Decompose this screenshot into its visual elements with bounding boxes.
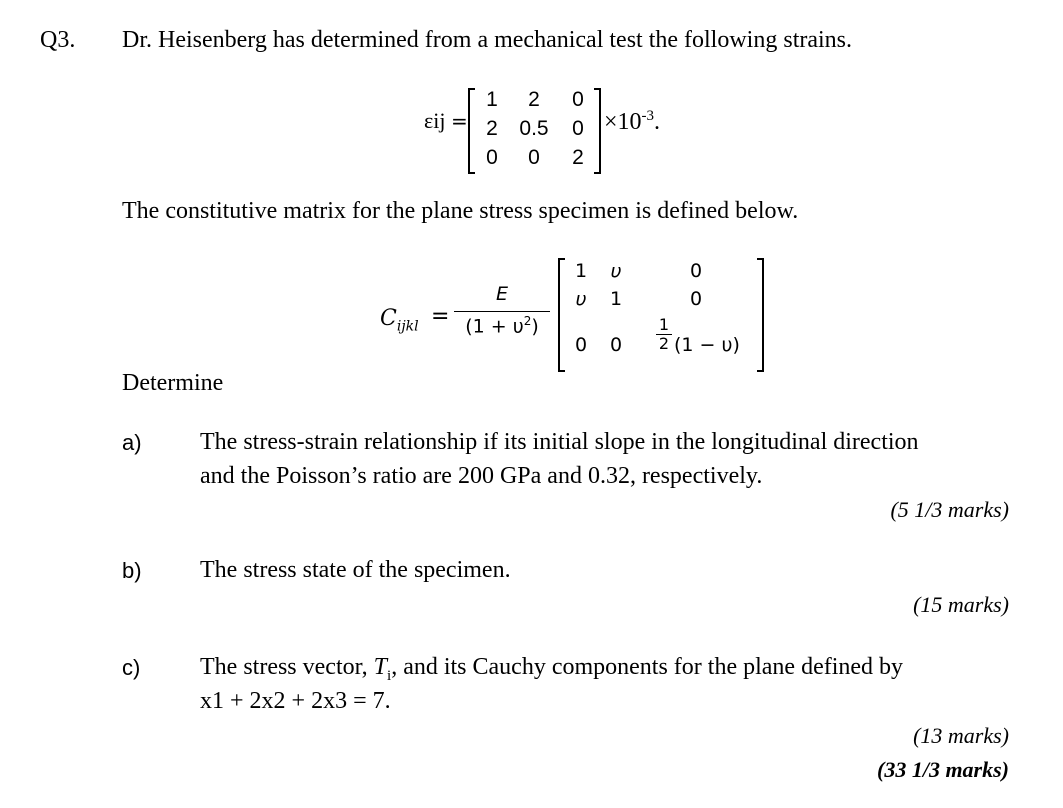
constitutive-lhs: $C_{ijkl}$ [380,306,419,335]
strain-matrix [468,88,601,174]
strain-cell: 0 [528,146,540,169]
part-c-text-line2: x1 + 2x2 + 2x3 = 7. [200,688,391,714]
question-intro: Dr. Heisenberg has determined from a mechanical test the following strains. [122,27,853,53]
half-fraction: 1 2 [656,316,672,353]
strain-cell: 2 [572,146,584,169]
strain-cell: 1 [486,88,498,111]
part-a-text-line1: The stress-strain relationship if its initial slope in the longitudinal direction [200,429,919,455]
strain-symbol: εij = [424,108,468,133]
strain-cell: 2 [528,88,540,111]
constitutive-cell: 1 [609,288,623,310]
part-b-marks: (15 marks) [913,592,1009,617]
part-b-text: The stress state of the specimen. [200,557,511,583]
fraction-numerator: E [495,283,508,305]
part-a-marks: (5 1/3 marks) [890,497,1009,522]
constitutive-cell: 0 [609,334,623,356]
part-b-label: b) [122,558,142,583]
question-number: Q3. [40,27,76,53]
strain-cell: 0 [572,88,584,111]
constitutive-cell: 0 [689,260,703,282]
constitutive-cell: υ [610,260,622,282]
fraction-denominator: $(1 + \upsilon^2)$ [465,314,539,338]
part-c-text-line1: The stress vector, $T_i$, and its Cauchy components for the plane defined by [200,654,904,684]
constitutive-equals: = [431,304,450,329]
constitutive-cell: 1 [574,260,588,282]
part-a-label: a) [122,430,142,455]
constitutive-cell: 0 [574,334,588,356]
strain-cell: 0 [486,146,498,169]
strain-cell: 2 [486,117,498,140]
constitutive-cell: υ [575,288,587,310]
determine-heading: Determine [122,370,224,396]
part-c-marks: (13 marks) [913,723,1009,748]
part-c-label: c) [122,655,141,680]
strain-factor: $\times 10^{-3}$. [604,108,661,135]
constitutive-last-term: (1 − υ) [674,334,740,356]
constitutive-cell: 0 [689,288,703,310]
total-marks: (33 1/3 marks) [877,757,1009,782]
constitutive-text: The constitutive matrix for the plane stress specimen is defined below. [122,198,799,224]
constitutive-matrix [558,258,764,372]
constitutive-fraction [454,283,550,337]
strain-cell: 0.5 [519,117,549,140]
strain-cell: 0 [572,117,584,140]
part-a-text-line2: and the Poisson’s ratio are 200 GPa and 0.32, respectively. [200,463,763,489]
